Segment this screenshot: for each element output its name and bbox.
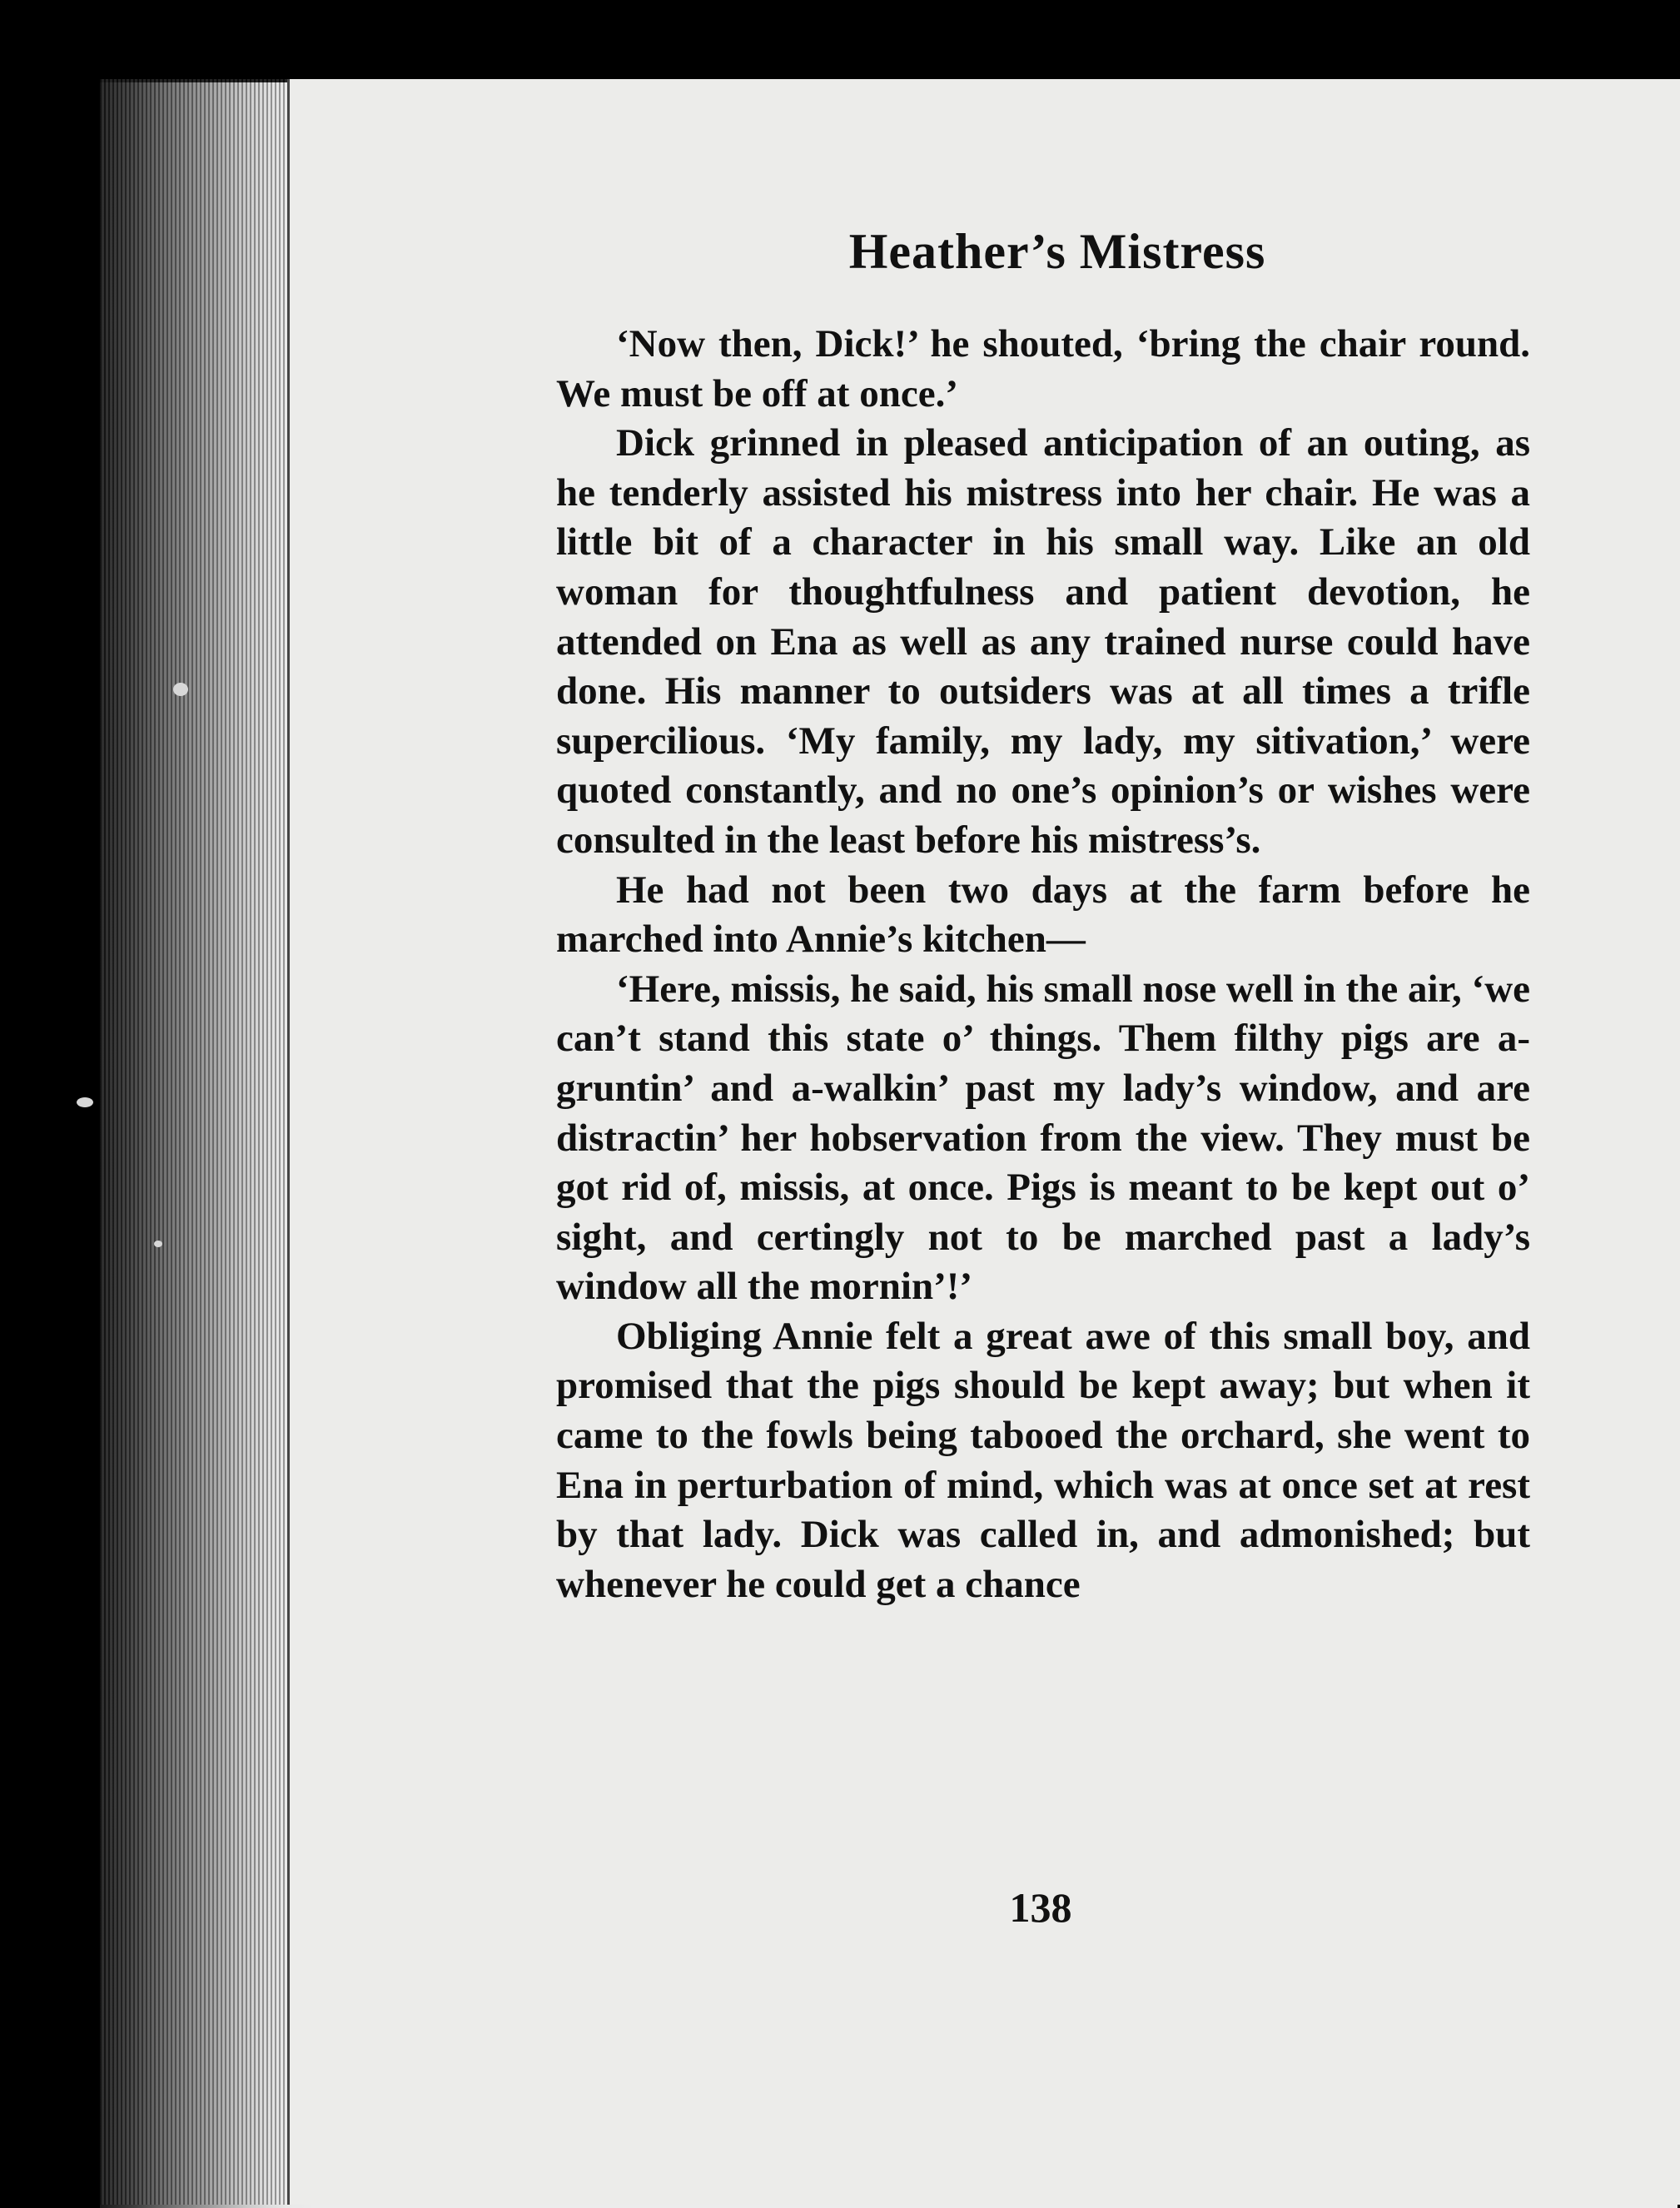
dust-speck	[173, 683, 188, 696]
dust-speck	[154, 1241, 162, 1247]
paragraph: ‘Here, missis, he said, his small nose well in the air, ‘we can’t stand this state o’ things. Them filthy pigs are a-gruntin’ and a-walkin’ past my lady’s window, and are distractin’ her hobservation from the view. They must be got rid of, missis, at once. Pigs is meant to be kept out o’ sight, and certingly not to be marched past a lady’s window all the mornin’!’	[556, 967, 1530, 1309]
page-edges	[100, 79, 291, 2205]
running-head: Heather’s Mistress	[848, 224, 1266, 279]
paragraph: Obliging Annie felt a great awe of this small boy, and promised that the pigs should be kept away; but when it came to the fowls being tabooed the orchard, she went to Ena in perturbation of mind, which was at once set at rest by that lady. Dick was called in, and admonished; but whenever he could get a chance	[556, 1314, 1530, 1606]
paragraph: He had not been two days at the farm before he marched into Annie’s kitchen—	[556, 868, 1530, 962]
body-text	[556, 320, 1530, 1609]
dust-speck	[77, 1097, 93, 1107]
paragraph: Dick grinned in pleased anticipation of an outing, as he tenderly assisted his mistress into her chair. He was a little bit of a character in his small way. Like an old woman for thoughtfulness and patient devotion, he attended on Ena as well as any trained nurse could have done. His manner to outsiders was at all times a trifle supercilious. ‘My family, my lady, my sitivation,’ were quoted constantly, and no one’s opinion’s or wishes were consulted in the least before his mistress’s.	[556, 421, 1530, 862]
page-number: 138	[1009, 1884, 1072, 1931]
paragraph: ‘Now then, Dick!’ he shouted, ‘bring the chair round. We must be off at once.’	[556, 322, 1530, 415]
